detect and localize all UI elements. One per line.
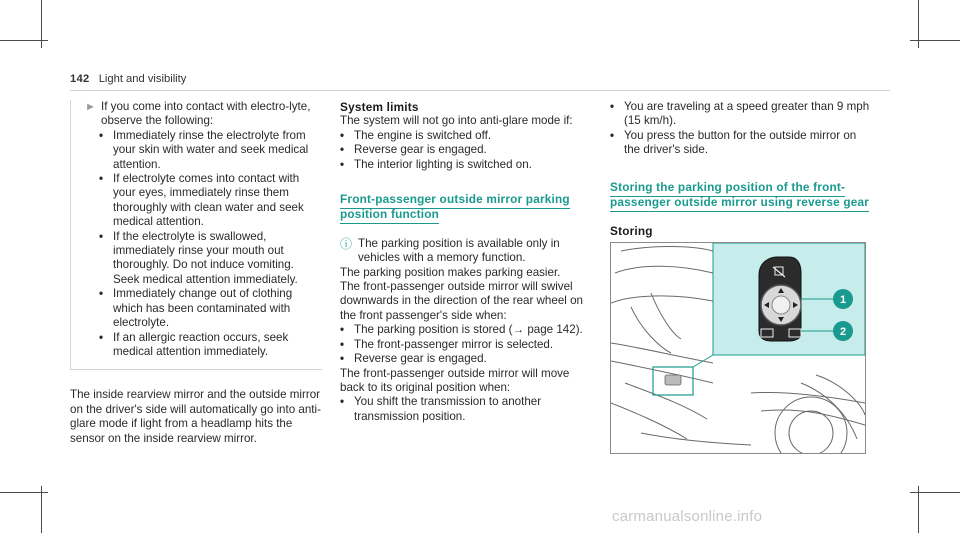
- list-item: • Immediately change out of clothing which has been contaminated with electrolyte.: [99, 287, 293, 330]
- body-paragraph: The front-passenger outside mirror will move back to its original position when:: [340, 366, 570, 394]
- svg-text:2: 2: [839, 326, 847, 338]
- door-control-illustration: [610, 242, 866, 454]
- page-number: 142: [70, 73, 90, 85]
- list-item: • Reverse gear is engaged.: [340, 143, 487, 157]
- list-item: • The front-passenger mirror is selected.: [340, 337, 554, 351]
- info-icon: ⓘ: [340, 236, 353, 251]
- header-rule: [70, 90, 890, 91]
- warning-box: [70, 100, 322, 370]
- sub-heading: Storing: [610, 224, 653, 239]
- svg-text:1: 1: [839, 294, 847, 306]
- list-item: • If the electrolyte is swallowed, immediately rinse your mouth out thoroughly. Do not induce vomiting. Seek medical attention immediately.: [99, 229, 298, 286]
- list-item: • If electrolyte comes into contact with your eyes, immediately rinse them thoroughly with clean water and seek medical attention.: [99, 172, 304, 229]
- list-item: • You are traveling at a speed greater than 9 mph (15 km/h).: [610, 100, 870, 128]
- callout-2: [833, 321, 853, 341]
- body-paragraph: The front-passenger outside mirror will swivel downwards in the direction of the rear wheel on the front passenger's side when:: [340, 280, 583, 322]
- column-1: [70, 100, 322, 446]
- condition-list: [340, 395, 596, 424]
- door-panel-drawing: [611, 243, 865, 453]
- callout-1: [833, 289, 853, 309]
- body-paragraph: The parking position makes parking easier.: [340, 265, 561, 279]
- warning-intro: If you come into contact with electro-lyte, observe the following:: [101, 100, 311, 128]
- list-item: • If an allergic reaction occurs, seek medical attention immediately.: [99, 330, 289, 358]
- system-limits-list: [340, 129, 596, 172]
- section-heading: Storing the parking position of the front-passenger outside mirror using reverse gear: [610, 180, 869, 212]
- list-item: • The interior lighting is switched on.: [340, 157, 532, 171]
- section-title: Light and visibility: [98, 73, 187, 85]
- list-item: • You shift the transmission to another transmission position.: [340, 395, 542, 423]
- info-note: ⓘ The parking position is available only in vehicles with a memory function.: [340, 236, 560, 265]
- crop-mark: [0, 40, 48, 41]
- body-paragraph: The inside rearview mirror and the outside mirror on the driver's side will automatically go into anti-glare mode if light from a headlamp hits the sensor on the inside rearview mirror.: [70, 388, 321, 445]
- list-item: • The engine is switched off.: [340, 128, 492, 142]
- condition-list: [340, 323, 596, 366]
- list-item: • Immediately rinse the electrolyte from your skin with water and seek medical attention.: [99, 128, 309, 171]
- warning-arrow-icon: ►: [85, 101, 96, 113]
- column-3: [610, 100, 872, 239]
- section-heading: Front-passenger outside mirror parking position function: [340, 192, 570, 224]
- condition-list: [610, 100, 872, 158]
- crop-mark: [910, 492, 960, 493]
- warning-list: [99, 129, 316, 360]
- list-item: • The parking position is stored (→ page 142).: [340, 323, 583, 337]
- body-paragraph: The system will not go into anti-glare mode if:: [340, 114, 573, 128]
- watermark: carmanualsonline.info: [612, 508, 763, 525]
- list-item: • Reverse gear is engaged.: [340, 352, 487, 366]
- column-2: [340, 100, 596, 424]
- system-limits-heading: System limits: [340, 100, 419, 114]
- page-header: [70, 72, 186, 86]
- crop-mark: [0, 492, 48, 493]
- crop-mark: [910, 40, 960, 41]
- list-item: • You press the button for the outside mirror on the driver's side.: [610, 128, 857, 157]
